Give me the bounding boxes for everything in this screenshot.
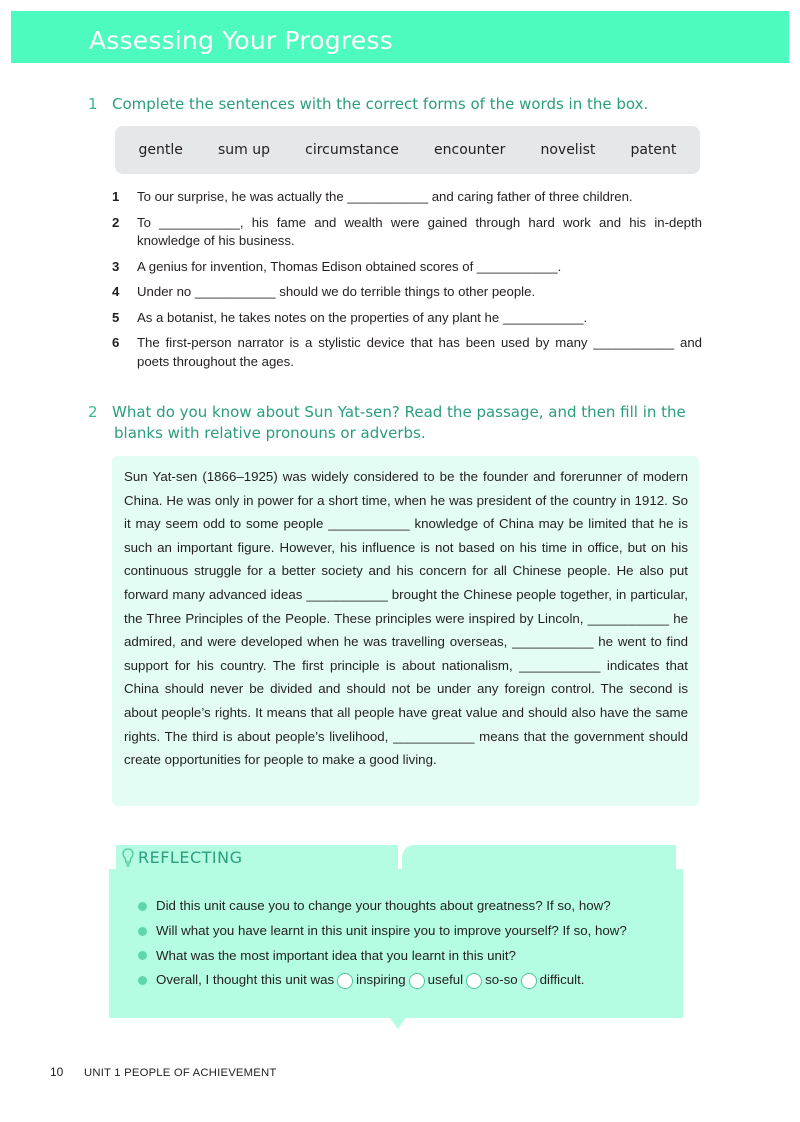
word-box-item: encounter xyxy=(434,142,506,158)
q2-instruction-line1: What do you know about Sun Yat-sen? Read the passage, and then fill in the xyxy=(112,403,686,421)
header-bar xyxy=(11,11,789,63)
passage-box xyxy=(112,456,699,806)
option-label: useful xyxy=(427,972,464,988)
reflecting-item xyxy=(138,919,627,944)
q2-instruction-line2: blanks with relative pronouns or adverbs. xyxy=(114,424,426,442)
sentence-number: 6 xyxy=(112,335,120,350)
reflecting-item-text: Did this unit cause you to change your thoughts about greatness? If so, how? xyxy=(156,898,611,913)
unit-label: UNIT 1 PEOPLE OF ACHIEVEMENT xyxy=(84,1067,277,1079)
sentence-number: 5 xyxy=(112,309,120,325)
word-box xyxy=(115,126,700,174)
option-checkbox-so-so[interactable] xyxy=(466,973,482,989)
page-footer xyxy=(50,1065,276,1079)
sentence-text: As a botanist, he takes notes on the properties of any plant he ___________. xyxy=(137,309,588,325)
sentence-number: 3 xyxy=(112,258,120,274)
q1-heading xyxy=(88,94,708,115)
sentence-item xyxy=(112,334,702,371)
bullet-icon xyxy=(138,951,147,960)
sentence-item xyxy=(112,214,702,251)
option-label: inspiring xyxy=(356,972,406,988)
word-box-item: sum up xyxy=(218,142,271,158)
sentence-number: 4 xyxy=(112,284,120,299)
reflecting-notch xyxy=(388,1015,408,1029)
q1-number: 1 xyxy=(88,95,98,113)
reflecting-item-text: What was the most important idea that you learnt in this unit? xyxy=(156,947,516,963)
overall-prefix: Overall, I thought this unit was xyxy=(156,972,335,988)
word-box-item: circumstance xyxy=(305,142,399,158)
bullet-icon xyxy=(138,976,147,985)
lightbulb-icon xyxy=(122,848,134,868)
reflecting-list xyxy=(138,894,627,993)
sentence-list xyxy=(112,188,702,378)
reflecting-item xyxy=(138,968,627,993)
page-title: Assessing Your Progress xyxy=(89,26,393,55)
q2-heading xyxy=(88,402,708,444)
word-box-item: gentle xyxy=(138,142,183,158)
sentence-text: Under no ___________ should we do terrible things to other people. xyxy=(137,284,536,299)
reflecting-item xyxy=(138,894,627,919)
sentence-number: 1 xyxy=(112,189,120,204)
sentence-text: The first-person narrator is a stylistic device that has been used by many ___________ and poets throughout the ages. xyxy=(137,335,702,369)
sentence-text: To ___________, his fame and wealth were gained through hard work and his in-depth knowledge of his business. xyxy=(137,214,702,248)
word-box-item: novelist xyxy=(540,142,596,158)
sentence-text: A genius for invention, Thomas Edison obtained scores of ___________. xyxy=(137,258,562,274)
option-checkbox-difficult[interactable] xyxy=(521,973,537,989)
option-label: difficult. xyxy=(539,972,585,988)
option-checkbox-useful[interactable] xyxy=(409,973,425,989)
bullet-icon xyxy=(138,902,147,911)
page-number: 10 xyxy=(50,1065,64,1079)
bullet-icon xyxy=(138,927,147,936)
reflecting-tab-right xyxy=(402,845,676,870)
option-label: so-so xyxy=(485,972,518,988)
sentence-item xyxy=(112,309,702,328)
sentence-number: 2 xyxy=(112,214,120,230)
sentence-text: To our surprise, he was actually the ___________ and caring father of three children. xyxy=(137,189,633,204)
passage-text: Sun Yat-sen (1866–1925) was widely considered to be the founder and forerunner of modern China. He was only in power for a short time, when he was president of the country in 1912. So it may seem odd to some people ___________ knowledge of China may be limited that he is such an important figure. However, his influence is not based on his time in office, but on his continuous struggle for a better society and his concern for all Chinese people. He also put forward many advanced ideas ___________ brought the Chinese people together, in particular, the Three Principles of the People. These principles were inspired by Lincoln, ___________ he admired, and were developed when he was travelling overseas, ___________ he went to find support for his country. The first principle is about nationalism, ___________ indicates that China should never be divided and should not be under any foreign control. The second is about people’s rights. It means that all people have great value and should also have the same rights. The third is about people’s livelihood, ___________ means that the government should create opportunities for people to make a good living. xyxy=(124,469,688,768)
sentence-item xyxy=(112,258,702,277)
sentence-item xyxy=(112,188,702,207)
reflecting-item xyxy=(138,944,627,969)
reflecting-title: REFLECTING xyxy=(138,848,243,867)
sentence-item xyxy=(112,283,702,302)
word-box-item: patent xyxy=(630,142,677,158)
option-checkbox-inspiring[interactable] xyxy=(337,973,353,989)
reflecting-item-text: Will what you have learnt in this unit inspire you to improve yourself? If so, how? xyxy=(156,922,627,938)
q2-number: 2 xyxy=(88,403,98,421)
q1-instruction: Complete the sentences with the correct forms of the words in the box. xyxy=(112,95,649,113)
